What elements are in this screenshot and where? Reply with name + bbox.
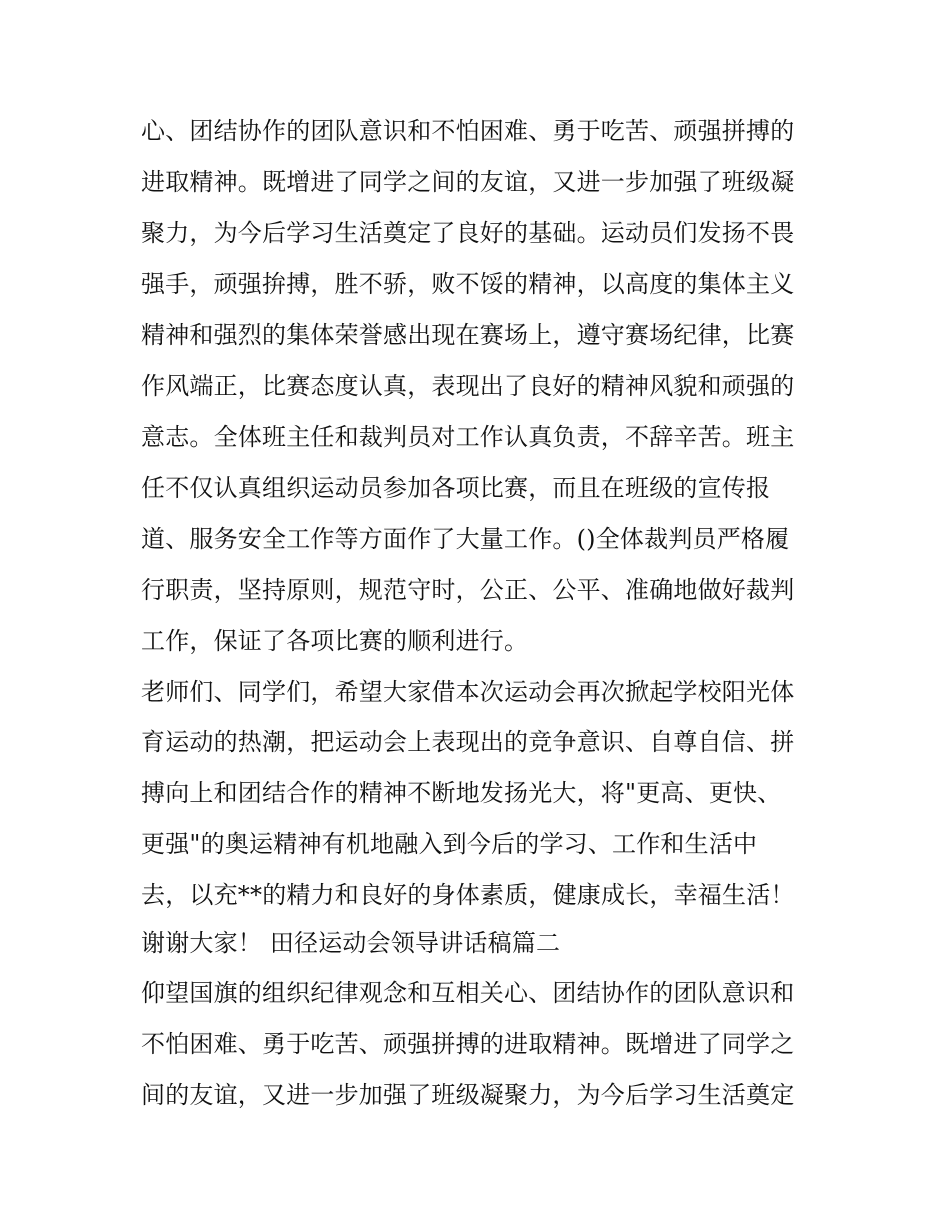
- section-heading: 谢谢大家！ 田径运动会领导讲话稿篇二: [141, 929, 561, 957]
- text-line: 更强"的奥运精神有机地融入到今后的学习、工作和生活中: [141, 830, 758, 858]
- text-line: 去，以充**的精力和良好的身体素质，健康成长，幸福生活！: [141, 881, 795, 909]
- text-line: 聚力，为今后学习生活奠定了良好的基础。运动员们发扬不畏: [141, 219, 795, 247]
- text-line: 意志。全体班主任和裁判员对工作认真负责，不辞辛苦。班主: [141, 423, 795, 451]
- text-line: 搏向上和团结合作的精神不断地发扬光大，将"更高、更快、: [141, 779, 782, 807]
- text-line: 仰望国旗的组织纪律观念和互相关心、团结协作的团队意识和: [141, 979, 795, 1007]
- text-line: 老师们、同学们，希望大家借本次运动会再次掀起学校阳光体: [141, 678, 795, 706]
- text-line: 心、团结协作的团队意识和不怕困难、勇于吃苦、顽强拼搏的: [141, 117, 795, 145]
- text-line: 精神和强烈的集体荣誉感出现在赛场上，遵守赛场纪律，比赛: [141, 321, 795, 349]
- text-line: 作风端正，比赛态度认真，表现出了良好的精神风貌和顽强的: [141, 372, 795, 400]
- text-line: 间的友谊，又进一步加强了班级凝聚力，为今后学习生活奠定: [141, 1081, 795, 1109]
- text-line: 不怕困难、勇于吃苦、顽强拼搏的进取精神。既增进了同学之: [141, 1030, 795, 1058]
- text-line: 强手，顽强拚搏，胜不骄，败不馁的精神，以高度的集体主义: [141, 270, 795, 298]
- text-line: 道、服务安全工作等方面作了大量工作。()全体裁判员严格履: [141, 525, 790, 553]
- text-line: 工作，保证了各项比赛的顺利进行。: [141, 627, 529, 655]
- text-line: 育运动的热潮，把运动会上表现出的竞争意识、自尊自信、拼: [141, 728, 795, 756]
- text-line: 行职责，坚持原则，规范守时，公正、公平、准确地做好裁判: [141, 576, 795, 604]
- text-line: 任不仅认真组织运动员参加各项比赛，而且在班级的宣传报: [141, 474, 771, 502]
- text-line: 进取精神。既增进了同学之间的友谊，又进一步加强了班级凝: [141, 168, 795, 196]
